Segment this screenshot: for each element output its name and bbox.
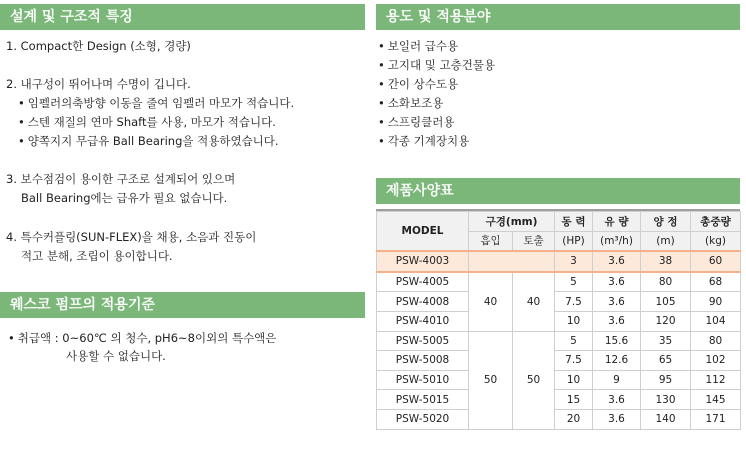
feature-3-line-2: Ball Bearing에는 급유가 필요 없습니다. — [21, 191, 228, 205]
cell-suction: 50 — [469, 331, 513, 429]
cell-weight: 112 — [691, 370, 741, 390]
cell-head: 105 — [641, 292, 691, 312]
col-head: 양 정 — [641, 212, 691, 232]
cell-flow: 3.6 — [593, 390, 641, 410]
cell-discharge: 50 — [513, 331, 555, 429]
col-flow-unit: (m³/h) — [593, 231, 641, 251]
col-power: 동 력 — [555, 212, 593, 232]
feature-2-bullet-2: • 스텐 재질의 연마 Shaft를 사용, 마모가 적습니다. — [18, 114, 276, 130]
cell-weight: 171 — [691, 409, 741, 429]
cell-model: PSW-4003 — [377, 251, 469, 272]
spec-table — [376, 211, 741, 430]
cell-power: 3 — [555, 251, 593, 272]
table-row — [377, 292, 741, 312]
table-row — [377, 272, 741, 292]
cell-head: 80 — [641, 272, 691, 292]
cell-weight: 90 — [691, 292, 741, 312]
cell-head: 120 — [641, 311, 691, 331]
cell-model: PSW-4008 — [377, 292, 469, 312]
criteria-line-2: 사용할 수 없습니다. — [66, 349, 166, 363]
cell-power: 15 — [555, 390, 593, 410]
use-item: • 소화보조용 — [378, 95, 443, 111]
col-head-unit: (m) — [641, 231, 691, 251]
feature-3-line-1: 3. 보수점검이 용이한 구조로 설계되어 있으며 — [6, 172, 236, 186]
use-item: • 보일러 급수용 — [378, 38, 458, 54]
cell-discharge: 40 — [513, 272, 555, 331]
feature-2-bullet-1: • 임펠러의축방향 이동을 줄여 임펠러 마모가 적습니다. — [18, 95, 294, 111]
col-discharge: 토출 — [513, 231, 555, 251]
col-weight: 총중량 — [691, 212, 741, 232]
cell-model: PSW-5008 — [377, 351, 469, 371]
cell-weight: 102 — [691, 351, 741, 371]
cell-flow: 3.6 — [593, 272, 641, 292]
cell-flow: 3.6 — [593, 292, 641, 312]
cell-model: PSW-4005 — [377, 272, 469, 292]
cell-weight: 60 — [691, 251, 741, 272]
cell-model: PSW-5020 — [377, 409, 469, 429]
feature-2: 2. 내구성이 뛰어나며 수명이 깁니다. — [6, 77, 191, 91]
cell-head: 130 — [641, 390, 691, 410]
cell-power: 5 — [555, 272, 593, 292]
col-power-unit: (HP) — [555, 231, 593, 251]
criteria-line-1: • 취급액 : 0~60℃ 의 청수, pH6~8이외의 특수액은 — [8, 330, 276, 346]
cell-head: 95 — [641, 370, 691, 390]
cell-weight: 68 — [691, 272, 741, 292]
cell-power: 10 — [555, 311, 593, 331]
cell-flow: 3.6 — [593, 409, 641, 429]
cell-flow: 9 — [593, 370, 641, 390]
cell-power: 5 — [555, 331, 593, 351]
table-row — [377, 251, 741, 272]
table-row — [377, 409, 741, 429]
design-features-header: 설계 및 구조적 특징 — [0, 4, 365, 30]
cell-model: PSW-5010 — [377, 370, 469, 390]
cell-power: 7.5 — [555, 351, 593, 371]
feature-4-line-2: 적고 분해, 조립이 용이합니다. — [21, 249, 173, 263]
cell-power: 7.5 — [555, 292, 593, 312]
cell-power: 20 — [555, 409, 593, 429]
use-item: • 간이 상수도용 — [378, 76, 458, 92]
cell-flow: 15.6 — [593, 331, 641, 351]
col-flow: 유 량 — [593, 212, 641, 232]
cell-power: 10 — [555, 370, 593, 390]
col-weight-unit: (kg) — [691, 231, 741, 251]
cell-model: PSW-5005 — [377, 331, 469, 351]
cell-head: 65 — [641, 351, 691, 371]
feature-2-bullet-3: • 양쪽지지 무급유 Ball Bearing을 적용하였습니다. — [18, 133, 279, 149]
cell-flow: 3.6 — [593, 311, 641, 331]
feature-1: 1. Compact한 Design (소형, 경량) — [6, 39, 191, 53]
cell-head: 35 — [641, 331, 691, 351]
cell-head: 38 — [641, 251, 691, 272]
table-row — [377, 331, 741, 351]
cell-suction: 40 — [469, 272, 513, 331]
col-suction: 흡입 — [469, 231, 513, 251]
cell-model: PSW-5015 — [377, 390, 469, 410]
table-row — [377, 311, 741, 331]
use-item: • 고지대 및 고층건물용 — [378, 57, 495, 73]
cell-weight: 104 — [691, 311, 741, 331]
cell-flow: 3.6 — [593, 251, 641, 272]
table-row — [377, 390, 741, 410]
application-criteria-header: 웨스코 펌프의 적용기준 — [0, 292, 365, 318]
cell-flow: 12.6 — [593, 351, 641, 371]
table-row — [377, 370, 741, 390]
uses-header: 용도 및 적용분야 — [376, 4, 740, 30]
col-bore: 구경(mm) — [469, 212, 555, 232]
cell-model: PSW-4010 — [377, 311, 469, 331]
cell-weight: 80 — [691, 331, 741, 351]
use-item: • 스프링클러용 — [378, 114, 454, 130]
table-row — [377, 351, 741, 371]
feature-4-line-1: 4. 특수커플링(SUN-FLEX)을 채용, 소음과 진동이 — [6, 230, 257, 244]
cell-weight: 145 — [691, 390, 741, 410]
cell-head: 140 — [641, 409, 691, 429]
col-model: MODEL — [377, 212, 469, 252]
spec-table-header: 제품사양표 — [376, 178, 740, 204]
use-item: • 각종 기계장치용 — [378, 133, 469, 149]
